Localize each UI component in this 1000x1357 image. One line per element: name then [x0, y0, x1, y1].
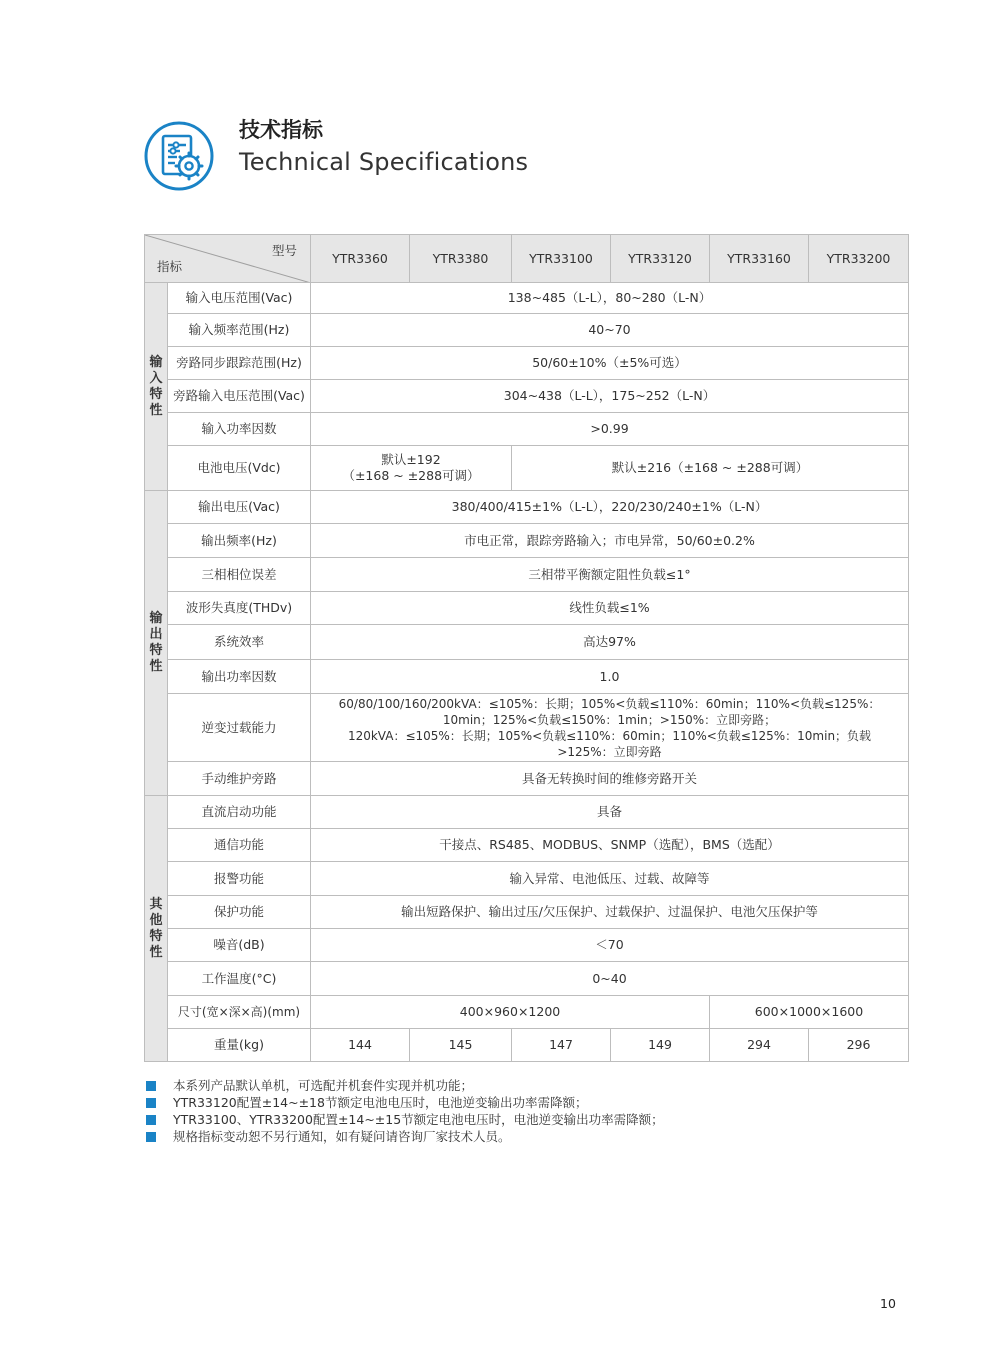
- category-label: 输出特性: [149, 611, 163, 674]
- param-label: 输入频率范围(Hz): [168, 314, 311, 347]
- footnote-text: 本系列产品默认单机，可选配并机套件实现并机功能；: [173, 1078, 474, 1093]
- model-column-header: YTR3380: [410, 235, 512, 283]
- param-label: 输出频率(Hz): [168, 524, 311, 558]
- category-label: 其他特性: [149, 896, 163, 960]
- param-label: 工作温度(°C): [168, 962, 311, 996]
- param-label: 系统效率: [168, 625, 311, 660]
- overload-line: >125%：立即旁路: [557, 744, 662, 759]
- weight-value: 296: [809, 1029, 909, 1062]
- table-row: [145, 829, 909, 862]
- square-bullet-icon: [146, 1115, 156, 1125]
- footnote-item: [145, 1128, 905, 1145]
- table-row: [145, 592, 909, 625]
- param-label: 输入功率因数: [168, 413, 311, 446]
- param-label: 波形失真度(THDv): [168, 592, 311, 625]
- table-row: [145, 625, 909, 660]
- model-column-header: YTR33120: [611, 235, 710, 283]
- param-value: >0.99: [311, 413, 909, 446]
- param-value: 线性负载≤1%: [311, 592, 909, 625]
- page-number: 10: [880, 1296, 896, 1311]
- table-row: [145, 524, 909, 558]
- param-value: 0~40: [311, 962, 909, 996]
- param-label: 直流启动功能: [168, 796, 311, 829]
- param-label: 重量(kg): [168, 1029, 311, 1062]
- overload-line: 60/80/100/160/200kVA：≤105%：长期；105%<负载≤110%：60min；110%<负载≤125%：: [338, 696, 881, 711]
- table-row: [145, 796, 909, 829]
- table-row: [145, 446, 909, 491]
- param-value: [311, 446, 512, 491]
- model-header-label: 型号: [271, 243, 297, 258]
- footnote-text: 规格指标变动恕不另行通知，如有疑问请咨询厂家技术人员。: [173, 1129, 511, 1144]
- category-input: [145, 283, 168, 491]
- model-column-header: YTR33160: [710, 235, 809, 283]
- page-title: 技术指标: [239, 118, 323, 142]
- param-label: 三相相位误差: [168, 558, 311, 592]
- param-value: 50/60±10%（±5%可选）: [311, 347, 909, 380]
- spec-table: [144, 234, 909, 1062]
- table-row: [145, 413, 909, 446]
- param-label: 逆变过载能力: [168, 694, 311, 762]
- table-row: [145, 694, 909, 762]
- table-header-row: [145, 235, 909, 283]
- param-value: 市电正常，跟踪旁路输入；市电异常，50/60±0.2%: [311, 524, 909, 558]
- param-value: 1.0: [311, 660, 909, 694]
- category-other: [145, 796, 168, 1062]
- metric-header-label: 指标: [157, 259, 183, 274]
- param-label: 输出电压(Vac): [168, 491, 311, 524]
- model-column-header: YTR33200: [809, 235, 909, 283]
- model-column-header: YTR3360: [311, 235, 410, 283]
- table-row: [145, 314, 909, 347]
- param-value: 380/400/415±1%（L-L），220/230/240±1%（L-N）: [311, 491, 909, 524]
- param-value: 400×960×1200: [311, 996, 710, 1029]
- table-row: [145, 896, 909, 929]
- param-value: 高达97%: [311, 625, 909, 660]
- battery-voltage-line: 默认±192: [381, 452, 441, 467]
- table-row: [145, 380, 909, 413]
- weight-value: 144: [311, 1029, 410, 1062]
- category-output: [145, 491, 168, 796]
- page-header: [143, 114, 663, 194]
- category-label: 输入特性: [149, 354, 163, 418]
- square-bullet-icon: [146, 1098, 156, 1108]
- param-label: 报警功能: [168, 862, 311, 896]
- param-label: 手动维护旁路: [168, 762, 311, 796]
- param-value: 输入异常、电池低压、过载、故障等: [311, 862, 909, 896]
- table-row: [145, 996, 909, 1029]
- model-column-header: YTR33100: [512, 235, 611, 283]
- param-value: 具备: [311, 796, 909, 829]
- param-label: 旁路同步跟踪范围(Hz): [168, 347, 311, 380]
- table-row: [145, 558, 909, 592]
- weight-value: 145: [410, 1029, 512, 1062]
- param-label: 通信功能: [168, 829, 311, 862]
- param-value: 三相带平衡额定阻性负载≤1°: [311, 558, 909, 592]
- footnotes: [145, 1077, 905, 1145]
- battery-voltage-line: （±168 ~ ±288可调）: [342, 468, 480, 483]
- param-value: 干接点、RS485、MODBUS、SNMP（选配），BMS（选配）: [311, 829, 909, 862]
- table-row: [145, 762, 909, 796]
- weight-value: 147: [512, 1029, 611, 1062]
- footnote-item: [145, 1094, 905, 1111]
- param-value: [311, 694, 909, 762]
- param-label: 输入电压范围(Vac): [168, 283, 311, 314]
- param-label: 旁路输入电压范围(Vac): [168, 380, 311, 413]
- square-bullet-icon: [146, 1132, 156, 1142]
- footnote-text: YTR33120配置±14~±18节额定电池电压时，电池逆变输出功率需降额；: [173, 1095, 588, 1110]
- param-value: ＜70: [311, 929, 909, 962]
- param-label: 保护功能: [168, 896, 311, 929]
- param-value: 304~438（L-L），175~252（L-N）: [311, 380, 909, 413]
- param-label: 尺寸(宽×深×高)(mm): [168, 996, 311, 1029]
- param-value: 具备无转换时间的维修旁路开关: [311, 762, 909, 796]
- table-row: [145, 862, 909, 896]
- weight-value: 149: [611, 1029, 710, 1062]
- table-row: [145, 283, 909, 314]
- corner-header-cell: [145, 235, 311, 283]
- table-row: [145, 962, 909, 996]
- overload-line: 120kVA：≤105%：长期；105%<负载≤110%：60min；110%<负载≤125%：10min；负载: [347, 728, 872, 743]
- page-subtitle: Technical Specifications: [239, 148, 529, 176]
- table-row: [145, 660, 909, 694]
- document-settings-icon: [143, 120, 215, 192]
- param-value: 默认±216（±168 ~ ±288可调）: [512, 446, 909, 491]
- param-label: 输出功率因数: [168, 660, 311, 694]
- overload-line: 10min；125%<负载≤150%：1min；>150%：立即旁路；: [442, 712, 777, 727]
- param-value: 138~485（L-L），80~280（L-N）: [311, 283, 909, 314]
- param-value: 40~70: [311, 314, 909, 347]
- param-label: 噪音(dB): [168, 929, 311, 962]
- weight-value: 294: [710, 1029, 809, 1062]
- table-row: [145, 1029, 909, 1062]
- param-label: 电池电压(Vdc): [168, 446, 311, 491]
- table-row: [145, 491, 909, 524]
- square-bullet-icon: [146, 1081, 156, 1091]
- table-row: [145, 347, 909, 380]
- footnote-item: [145, 1111, 905, 1128]
- footnote-text: YTR33100、YTR33200配置±14~±15节额定电池电压时，电池逆变输出功率需降额；: [173, 1112, 664, 1127]
- footnote-item: [145, 1077, 905, 1094]
- param-value: 600×1000×1600: [710, 996, 909, 1029]
- table-row: [145, 929, 909, 962]
- param-value: 输出短路保护、输出过压/欠压保护、过载保护、过温保护、电池欠压保护等: [311, 896, 909, 929]
